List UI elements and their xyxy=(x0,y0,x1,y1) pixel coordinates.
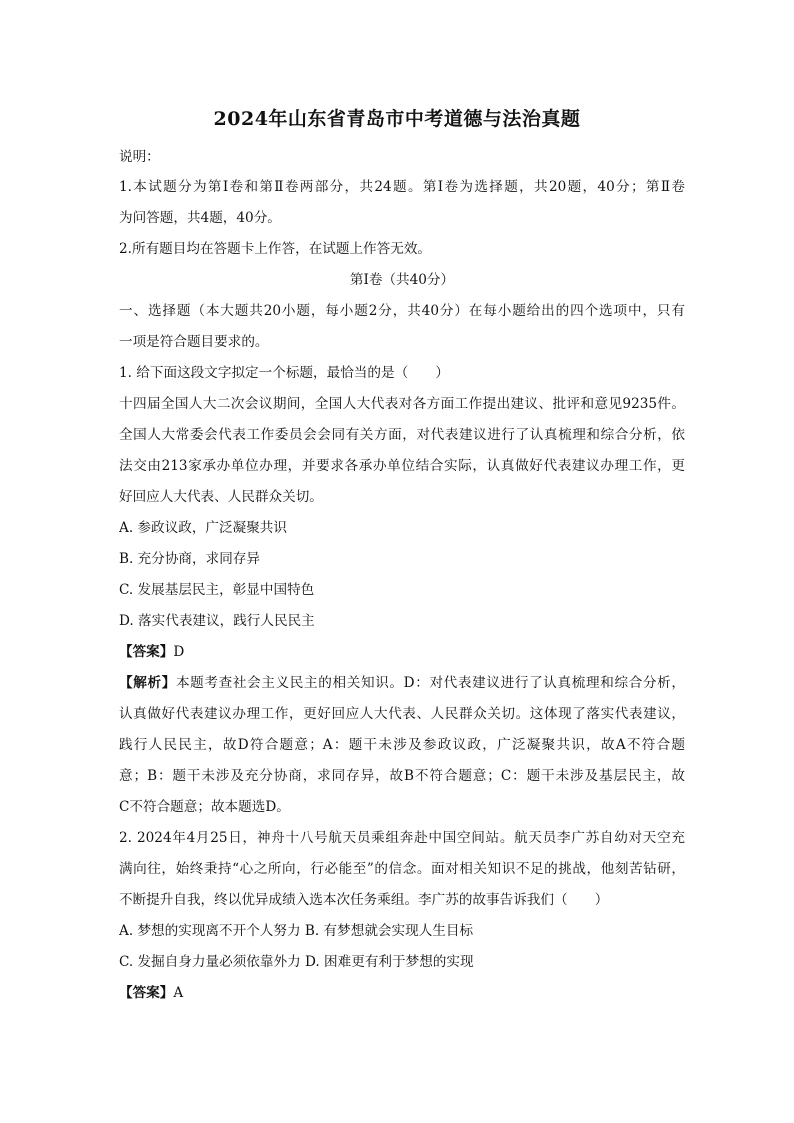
question-1-option-c: C. 发展基层民主，彰显中国特色 xyxy=(119,582,315,598)
instruction-item-2: 2.所有题目均在答题卡上作答，在试题上作答无效。 xyxy=(119,241,432,257)
question-1-passage-line-2: 全国人大常委会代表工作委员会会同有关方面，对代表建议进行了认真梳理和综合分析，依 xyxy=(119,427,685,443)
analysis-text: 本题考查社会主义民主的相关知识。D：对代表建议进行了认真梳理和综合分析， xyxy=(175,675,685,691)
question-1-stem: 1. 给下面这段文字拟定一个标题，最恰当的是（ ） xyxy=(119,365,449,381)
page-title: 2024年山东省青岛市中考道德与法治真题 xyxy=(213,108,581,130)
instruction-item-1-line-2: 为问答题，共4题，40分。 xyxy=(119,210,281,226)
section-description-line-1: 一、选择题（本大题共20小题，每小题2分，共40分）在每小题给出的四个选项中，只有 xyxy=(119,303,685,319)
answer-value: D xyxy=(173,644,185,660)
instruction-item-1-line-1: 1.本试题分为第Ⅰ卷和第Ⅱ卷两部分，共24题。第Ⅰ卷为选择题，共20题，40分；第Ⅱ卷 xyxy=(119,179,685,195)
question-2-answer xyxy=(119,984,685,1002)
question-2-stem-line-3: 不断提升自我，终以优异成绩入选本次任务乘组。李广苏的故事告诉我们（ ） xyxy=(119,892,609,908)
question-2-options-line-2: C. 发掘自身力量必须依靠外力 D. 困难更有利于梦想的实现 xyxy=(119,954,474,970)
question-1-analysis-line-3: 践行人民民主，故D符合题意；A：题干未涉及参政议政，广泛凝聚共识，故A不符合题 xyxy=(119,737,685,753)
question-1-analysis-line-1 xyxy=(119,674,685,692)
answer-label: 【答案】 xyxy=(119,644,174,660)
question-1-passage-line-3: 法交由213家承办单位办理，并要求各承办单位结合实际，认真做好代表建议办理工作，更 xyxy=(119,458,685,474)
answer-value: A xyxy=(173,985,184,1001)
analysis-label: 【解析】 xyxy=(119,675,176,691)
question-1-analysis-line-2: 认真做好代表建议办理工作，更好回应人大代表、人民群众关切。这体现了落实代表建议， xyxy=(119,706,685,722)
question-1-passage-line-4: 好回应人大代表、人民群众关切。 xyxy=(119,489,323,505)
question-1-passage-line-1: 十四届全国人大二次会议期间，全国人大代表对各方面工作提出建议、批评和意见9235件。 xyxy=(119,396,685,412)
question-2-stem-line-2: 满向往，始终秉持“心之所向，行必能至”的信念。面对相关知识不足的挑战，他刻苦钻研， xyxy=(119,861,685,877)
question-1-option-b: B. 充分协商，求同存异 xyxy=(119,551,260,567)
question-1-analysis-line-5: C不符合题意；故本题选D。 xyxy=(119,799,290,815)
section-title: 第Ⅰ卷（共40分） xyxy=(349,272,455,288)
question-1-option-a: A. 参政议政，广泛凝聚共识 xyxy=(119,520,287,536)
question-1-answer xyxy=(119,643,685,661)
question-1-analysis-line-4: 意；B：题干未涉及充分协商，求同存异，故B不符合题意；C：题干未涉及基层民主，故 xyxy=(119,768,685,784)
question-1-option-d: D. 落实代表建议，践行人民民主 xyxy=(119,613,315,629)
section-description-line-2: 一项是符合题目要求的。 xyxy=(119,334,269,350)
question-2-options-line-1: A. 梦想的实现离不开个人努力 B. 有梦想就会实现人生目标 xyxy=(119,923,474,939)
answer-label: 【答案】 xyxy=(119,985,174,1001)
instructions-heading: 说明： xyxy=(119,149,160,165)
question-2-stem-line-1: 2. 2024年4月25日，神舟十八号航天员乘组奔赴中国空间站。航天员李广苏自幼对天空充 xyxy=(119,830,685,846)
